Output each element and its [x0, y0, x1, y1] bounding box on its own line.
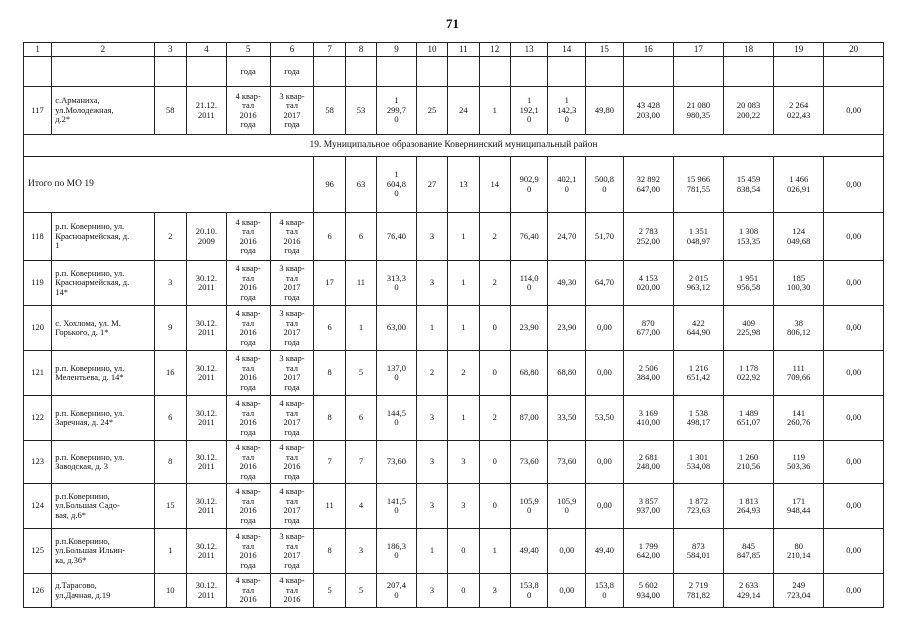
cell-col-15: 51,70 [586, 213, 624, 261]
cell-col-4: 30.12. 2011 [186, 396, 226, 441]
cell-col-12: 3 [479, 574, 510, 608]
cell-col-8: 5 [345, 574, 376, 608]
cell-col-7 [314, 57, 345, 87]
cell-col-16: 870 677,00 [623, 306, 673, 351]
cell-col-15: 49,80 [586, 87, 624, 135]
cell-col-12: 1 [479, 87, 510, 135]
cell-col-13: 105,9 0 [510, 484, 548, 529]
cell-col-8: 6 [345, 396, 376, 441]
cell-col-9: 141,5 0 [377, 484, 417, 529]
cell-col-12: 1 [479, 529, 510, 574]
cell-col-17: 1 872 723,63 [673, 484, 723, 529]
cell-col-5: 4 квар- тал 2016 года [226, 87, 270, 135]
cell-col-11: 3 [448, 484, 479, 529]
cell-col-4: 4 [186, 43, 226, 57]
cell-col-1: 126 [24, 574, 52, 608]
cell-col-18: 2 633 429,14 [724, 574, 774, 608]
cell-col-9: 9 [377, 43, 417, 57]
cell-col-5: 4 квар- тал 2016 года [226, 261, 270, 306]
cell-col-19: 38 806,12 [774, 306, 824, 351]
cell-col-17: 1 351 048,97 [673, 213, 723, 261]
cell-col-10 [416, 57, 447, 87]
cell-col-6: 3 квар- тал 2017 года [270, 87, 314, 135]
cell-col-5: 4 квар- тал 2016 года [226, 213, 270, 261]
cell-col-11: 1 [448, 306, 479, 351]
cell-col-11: 0 [448, 574, 479, 608]
total-cell-col-17: 15 966 781,55 [673, 157, 723, 213]
cell-col-1: 121 [24, 351, 52, 396]
cell-col-14: 0,00 [548, 574, 586, 608]
cell-col-2: 2 [52, 43, 154, 57]
cell-col-3: 9 [154, 306, 186, 351]
cell-col-4: 30.12. 2011 [186, 484, 226, 529]
total-cell-col-11: 13 [448, 157, 479, 213]
table-row [24, 574, 884, 608]
cell-col-1: 117 [24, 87, 52, 135]
cell-col-14: 1 142,3 0 [548, 87, 586, 135]
continuation-row [24, 57, 884, 87]
cell-col-20: 20 [824, 43, 884, 57]
cell-col-2: р.п. Ковернино, ул. Заводская, д. 3 [52, 441, 154, 484]
housing-program-table [23, 42, 884, 608]
cell-col-13: 13 [510, 43, 548, 57]
cell-col-16: 2 681 248,00 [623, 441, 673, 484]
cell-col-18: 1 178 022,92 [724, 351, 774, 396]
cell-col-6: 3 квар- тал 2017 года [270, 529, 314, 574]
cell-col-16: 3 857 937,00 [623, 484, 673, 529]
cell-col-17 [673, 57, 723, 87]
total-cell-col-16: 32 892 647,00 [623, 157, 673, 213]
cell-col-7: 7 [314, 43, 345, 57]
cell-col-10: 3 [416, 261, 447, 306]
cell-col-5: 4 квар- тал 2016 года [226, 306, 270, 351]
cell-col-8: 4 [345, 484, 376, 529]
table-row [24, 261, 884, 306]
cell-col-8: 7 [345, 441, 376, 484]
cell-col-16: 2 783 252,00 [623, 213, 673, 261]
cell-col-3: 8 [154, 441, 186, 484]
cell-col-14 [548, 57, 586, 87]
cell-col-5: 4 квар- тал 2016 года [226, 396, 270, 441]
cell-col-4: 30.12. 2011 [186, 351, 226, 396]
cell-col-7: 11 [314, 484, 345, 529]
cell-col-2: р.п. Ковернино, ул. Красноармейская, д. 1 [52, 213, 154, 261]
cell-col-11: 1 [448, 261, 479, 306]
cell-col-9: 76,40 [377, 213, 417, 261]
cell-col-18: 845 847,85 [724, 529, 774, 574]
cell-col-3: 1 [154, 529, 186, 574]
cell-col-16: 16 [623, 43, 673, 57]
total-cell-col-8: 63 [345, 157, 376, 213]
cell-col-4 [186, 57, 226, 87]
cell-col-12: 2 [479, 213, 510, 261]
cell-col-16: 1 799 642,00 [623, 529, 673, 574]
cell-col-18: 1 813 264,93 [724, 484, 774, 529]
cell-col-3: 3 [154, 43, 186, 57]
cell-col-12: 0 [479, 441, 510, 484]
cell-col-11: 0 [448, 529, 479, 574]
cell-col-2: д.Тарасово, ул.Дачная, д.19 [52, 574, 154, 608]
table-row [24, 396, 884, 441]
cell-col-3: 15 [154, 484, 186, 529]
cell-col-17: 1 301 534,08 [673, 441, 723, 484]
cell-col-18: 1 489 651,07 [724, 396, 774, 441]
cell-col-8: 1 [345, 306, 376, 351]
cell-col-3: 58 [154, 87, 186, 135]
cell-col-12: 2 [479, 396, 510, 441]
cell-col-20: 0,00 [824, 396, 884, 441]
cell-col-8: 8 [345, 43, 376, 57]
cell-col-5: 4 квар- тал 2016 [226, 574, 270, 608]
cell-col-8 [345, 57, 376, 87]
cell-col-4: 30.12. 2011 [186, 441, 226, 484]
cell-col-1: 120 [24, 306, 52, 351]
total-row [24, 157, 884, 213]
cell-col-12: 12 [479, 43, 510, 57]
header-row [24, 43, 884, 57]
cell-col-13: 68,80 [510, 351, 548, 396]
cell-col-15: 64,70 [586, 261, 624, 306]
cell-col-2: р.п. Ковернино, ул. Мелентьева, д. 14* [52, 351, 154, 396]
cell-col-8: 53 [345, 87, 376, 135]
cell-col-16: 4 153 020,00 [623, 261, 673, 306]
cell-col-19: 80 210,14 [774, 529, 824, 574]
cell-col-16: 5 602 934,00 [623, 574, 673, 608]
cell-col-19: 249 723,04 [774, 574, 824, 608]
cell-col-15: 53,50 [586, 396, 624, 441]
cell-col-20: 0,00 [824, 213, 884, 261]
cell-col-7: 58 [314, 87, 345, 135]
cell-col-9: 1 299,7 0 [377, 87, 417, 135]
total-cell-col-20: 0,00 [824, 157, 884, 213]
cell-col-3: 6 [154, 396, 186, 441]
cell-col-4: 30.12. 2011 [186, 306, 226, 351]
cell-col-5: 4 квар- тал 2016 года [226, 351, 270, 396]
cell-col-2: с.Арманиха, ул.Молодежная, д.2* [52, 87, 154, 135]
cell-col-19: 141 260,76 [774, 396, 824, 441]
cell-col-4: 21.12. 2011 [186, 87, 226, 135]
cell-col-13: 87,00 [510, 396, 548, 441]
cell-col-15: 0,00 [586, 441, 624, 484]
cell-col-13 [510, 57, 548, 87]
cell-col-13: 153,8 0 [510, 574, 548, 608]
cell-col-20: 0,00 [824, 529, 884, 574]
section-title: 19. Муниципальное образование Ковернинский муниципальный район [24, 135, 884, 157]
cell-col-19: 2 264 022,43 [774, 87, 824, 135]
cell-col-11: 11 [448, 43, 479, 57]
table-row [24, 87, 884, 135]
cell-col-11: 3 [448, 441, 479, 484]
cell-col-20: 0,00 [824, 574, 884, 608]
cell-col-17: 21 080 980,35 [673, 87, 723, 135]
cell-col-14: 68,80 [548, 351, 586, 396]
cell-col-15: 49,40 [586, 529, 624, 574]
cell-col-15: 0,00 [586, 484, 624, 529]
cell-col-2: р.п. Ковернино, ул. Красноармейская, д. 14* [52, 261, 154, 306]
cell-col-3 [154, 57, 186, 87]
cell-col-6: 4 квар- тал 2016 года [270, 441, 314, 484]
cell-col-10: 3 [416, 396, 447, 441]
cell-col-19: 185 100,30 [774, 261, 824, 306]
cell-col-2: р.п.Ковернино, ул.Большая Садо- вая, д.6* [52, 484, 154, 529]
cell-col-7: 5 [314, 574, 345, 608]
cell-col-1 [24, 57, 52, 87]
cell-col-14: 14 [548, 43, 586, 57]
cell-col-16: 3 169 410,00 [623, 396, 673, 441]
cell-col-10: 3 [416, 484, 447, 529]
cell-col-20 [824, 57, 884, 87]
cell-col-13: 1 192,1 0 [510, 87, 548, 135]
cell-col-14: 73,60 [548, 441, 586, 484]
cell-col-9: 144,5 0 [377, 396, 417, 441]
total-cell-col-9: 1 604,8 0 [377, 157, 417, 213]
table-row [24, 213, 884, 261]
cell-col-10: 1 [416, 529, 447, 574]
cell-col-6: 3 квар- тал 2017 года [270, 261, 314, 306]
cell-col-5: 4 квар- тал 2016 года [226, 529, 270, 574]
cell-col-1: 123 [24, 441, 52, 484]
cell-col-15: 15 [586, 43, 624, 57]
cell-col-4: 30.12. 2011 [186, 261, 226, 306]
cell-col-9: 313,3 0 [377, 261, 417, 306]
cell-col-18: 1 260 210,56 [724, 441, 774, 484]
cell-col-14: 23,90 [548, 306, 586, 351]
cell-col-19: 19 [774, 43, 824, 57]
cell-col-6: 3 квар- тал 2017 года [270, 351, 314, 396]
cell-col-7: 6 [314, 213, 345, 261]
cell-col-1: 122 [24, 396, 52, 441]
cell-col-15 [586, 57, 624, 87]
cell-col-1: 119 [24, 261, 52, 306]
cell-col-3: 16 [154, 351, 186, 396]
cell-col-9: 137,0 0 [377, 351, 417, 396]
cell-col-19 [774, 57, 824, 87]
cell-col-18: 20 083 200,22 [724, 87, 774, 135]
cell-col-10: 3 [416, 213, 447, 261]
cell-col-17: 2 719 781,82 [673, 574, 723, 608]
cell-col-12 [479, 57, 510, 87]
cell-col-13: 114,0 0 [510, 261, 548, 306]
cell-col-12: 0 [479, 484, 510, 529]
cell-col-1: 124 [24, 484, 52, 529]
cell-col-17: 873 584,01 [673, 529, 723, 574]
cell-col-18: 1 308 153,35 [724, 213, 774, 261]
cell-col-2 [52, 57, 154, 87]
cell-col-18: 18 [724, 43, 774, 57]
cell-col-11: 2 [448, 351, 479, 396]
cell-col-7: 8 [314, 529, 345, 574]
cell-col-2: р.п. Ковернино, ул. Заречная, д. 24* [52, 396, 154, 441]
cell-col-12: 2 [479, 261, 510, 306]
page-number: 71 [446, 16, 459, 31]
total-label: Итого по МО 19 [24, 157, 314, 213]
total-cell-col-13: 902,9 0 [510, 157, 548, 213]
cell-col-20: 0,00 [824, 441, 884, 484]
cell-col-6: 6 [270, 43, 314, 57]
cell-col-16: 2 506 384,00 [623, 351, 673, 396]
cell-col-3: 10 [154, 574, 186, 608]
cell-col-13: 76,40 [510, 213, 548, 261]
total-cell-col-18: 15 459 838,54 [724, 157, 774, 213]
cell-col-9: 63,00 [377, 306, 417, 351]
cell-col-18: 1 951 956,58 [724, 261, 774, 306]
cell-col-17: 17 [673, 43, 723, 57]
cell-col-9: 207,4 0 [377, 574, 417, 608]
cell-col-1: 1 [24, 43, 52, 57]
cell-col-4: 30.12. 2011 [186, 574, 226, 608]
cell-col-6: 3 квар- тал 2017 года [270, 306, 314, 351]
cell-col-9: 73,60 [377, 441, 417, 484]
cell-col-14: 33,50 [548, 396, 586, 441]
total-cell-col-15: 500,8 0 [586, 157, 624, 213]
cell-col-8: 5 [345, 351, 376, 396]
cell-col-6: 4 квар- тал 2017 года [270, 396, 314, 441]
cell-col-16: 43 428 203,00 [623, 87, 673, 135]
cell-col-14: 105,9 0 [548, 484, 586, 529]
cell-col-19: 119 503,36 [774, 441, 824, 484]
cell-col-13: 73,60 [510, 441, 548, 484]
cell-col-1: 125 [24, 529, 52, 574]
total-cell-col-14: 402,1 0 [548, 157, 586, 213]
table-row [24, 306, 884, 351]
cell-col-17: 2 015 963,12 [673, 261, 723, 306]
cell-col-19: 124 049,68 [774, 213, 824, 261]
cell-col-20: 0,00 [824, 351, 884, 396]
cell-col-10: 3 [416, 574, 447, 608]
cell-col-15: 0,00 [586, 351, 624, 396]
cell-col-13: 23,90 [510, 306, 548, 351]
cell-col-4: 20.10. 2009 [186, 213, 226, 261]
cell-col-5: года [226, 57, 270, 87]
cell-col-10: 25 [416, 87, 447, 135]
cell-col-6: года [270, 57, 314, 87]
table-row [24, 441, 884, 484]
cell-col-16 [623, 57, 673, 87]
cell-col-9 [377, 57, 417, 87]
cell-col-20: 0,00 [824, 484, 884, 529]
cell-col-5: 4 квар- тал 2016 года [226, 484, 270, 529]
cell-col-20: 0,00 [824, 261, 884, 306]
cell-col-7: 6 [314, 306, 345, 351]
cell-col-3: 2 [154, 213, 186, 261]
cell-col-17: 1 216 651,42 [673, 351, 723, 396]
cell-col-12: 0 [479, 351, 510, 396]
total-cell-col-10: 27 [416, 157, 447, 213]
section-row [24, 135, 884, 157]
cell-col-17: 1 538 498,17 [673, 396, 723, 441]
cell-col-10: 10 [416, 43, 447, 57]
cell-col-14: 0,00 [548, 529, 586, 574]
cell-col-8: 3 [345, 529, 376, 574]
cell-col-6: 4 квар- тал 2016 [270, 574, 314, 608]
table-row [24, 351, 884, 396]
cell-col-5: 5 [226, 43, 270, 57]
cell-col-10: 3 [416, 441, 447, 484]
cell-col-2: с. Хохлома, ул. М. Горького, д. 1* [52, 306, 154, 351]
cell-col-19: 111 709,66 [774, 351, 824, 396]
cell-col-8: 6 [345, 213, 376, 261]
cell-col-6: 4 квар- тал 2017 года [270, 484, 314, 529]
cell-col-1: 118 [24, 213, 52, 261]
cell-col-15: 0,00 [586, 306, 624, 351]
cell-col-13: 49,40 [510, 529, 548, 574]
cell-col-20: 0,00 [824, 306, 884, 351]
cell-col-19: 171 948,44 [774, 484, 824, 529]
cell-col-7: 17 [314, 261, 345, 306]
cell-col-15: 153,8 0 [586, 574, 624, 608]
cell-col-12: 0 [479, 306, 510, 351]
total-cell-col-7: 96 [314, 157, 345, 213]
total-cell-col-12: 14 [479, 157, 510, 213]
cell-col-7: 8 [314, 396, 345, 441]
cell-col-8: 11 [345, 261, 376, 306]
table-row [24, 529, 884, 574]
cell-col-9: 186,3 0 [377, 529, 417, 574]
cell-col-11: 24 [448, 87, 479, 135]
cell-col-14: 49,30 [548, 261, 586, 306]
cell-col-14: 24,70 [548, 213, 586, 261]
cell-col-3: 3 [154, 261, 186, 306]
cell-col-7: 8 [314, 351, 345, 396]
cell-col-11: 1 [448, 213, 479, 261]
cell-col-20: 0,00 [824, 87, 884, 135]
cell-col-4: 30.12. 2011 [186, 529, 226, 574]
cell-col-10: 1 [416, 306, 447, 351]
cell-col-10: 2 [416, 351, 447, 396]
cell-col-11: 1 [448, 396, 479, 441]
cell-col-17: 422 644,90 [673, 306, 723, 351]
total-cell-col-19: 1 466 026,91 [774, 157, 824, 213]
cell-col-18 [724, 57, 774, 87]
cell-col-7: 7 [314, 441, 345, 484]
table-row [24, 484, 884, 529]
cell-col-18: 409 225,98 [724, 306, 774, 351]
cell-col-11 [448, 57, 479, 87]
cell-col-6: 4 квар- тал 2016 года [270, 213, 314, 261]
cell-col-5: 4 квар- тал 2016 года [226, 441, 270, 484]
cell-col-2: р.п.Ковернино, ул.Большая Ильин- ка, д.36* [52, 529, 154, 574]
